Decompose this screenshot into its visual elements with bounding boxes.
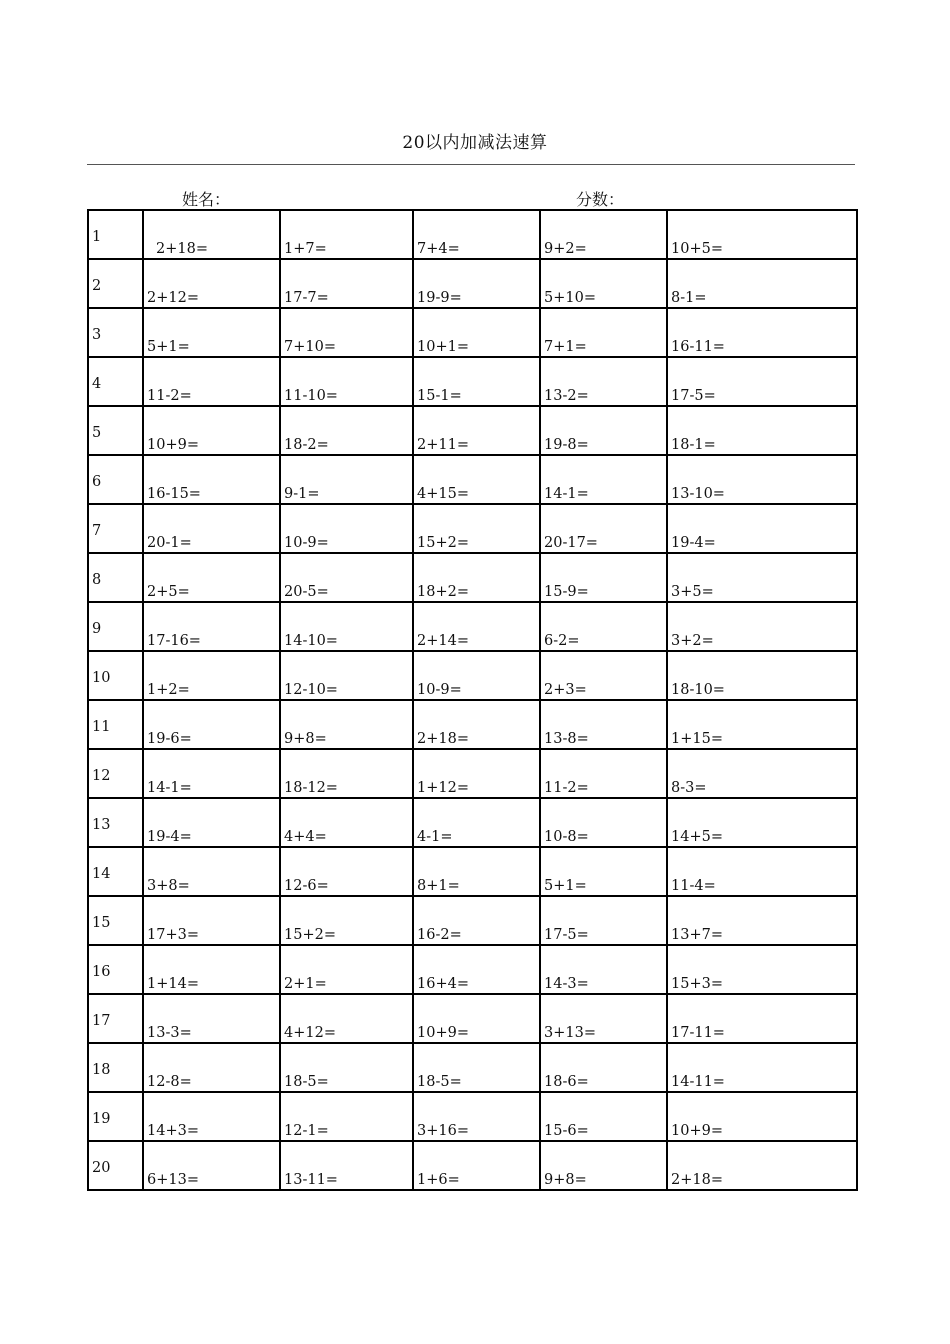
question-cell[interactable] bbox=[667, 896, 857, 945]
question-text: 12-10= bbox=[284, 682, 338, 698]
question-cell[interactable] bbox=[667, 798, 857, 847]
question-cell[interactable] bbox=[280, 945, 413, 994]
question-text: 14-1= bbox=[147, 780, 192, 796]
question-cell[interactable] bbox=[667, 259, 857, 308]
row-number: 9 bbox=[92, 621, 102, 637]
question-cell[interactable] bbox=[667, 1043, 857, 1092]
question-cell[interactable] bbox=[667, 553, 857, 602]
score-label: 分数： bbox=[576, 190, 625, 209]
question-cell[interactable] bbox=[540, 945, 667, 994]
question-cell[interactable] bbox=[413, 798, 540, 847]
question-text: 11-2= bbox=[544, 780, 589, 796]
table-row bbox=[88, 847, 857, 896]
question-cell[interactable] bbox=[280, 504, 413, 553]
question-text: 13-3= bbox=[147, 1025, 192, 1041]
question-cell[interactable] bbox=[540, 651, 667, 700]
table-row bbox=[88, 259, 857, 308]
question-cell[interactable] bbox=[143, 749, 280, 798]
question-text: 11-2= bbox=[147, 388, 192, 404]
question-text: 7+4= bbox=[417, 241, 460, 257]
question-text: 14-3= bbox=[544, 976, 589, 992]
question-text: 3+16= bbox=[417, 1123, 469, 1139]
question-cell[interactable] bbox=[413, 749, 540, 798]
question-cell[interactable] bbox=[413, 455, 540, 504]
question-cell[interactable] bbox=[280, 406, 413, 455]
question-text: 9+8= bbox=[284, 731, 327, 747]
row-number-cell bbox=[88, 1092, 143, 1141]
table-row bbox=[88, 896, 857, 945]
question-cell[interactable] bbox=[413, 1092, 540, 1141]
question-cell[interactable] bbox=[280, 651, 413, 700]
question-text: 9-1= bbox=[284, 486, 320, 502]
row-number: 15 bbox=[92, 915, 111, 931]
question-cell[interactable] bbox=[413, 504, 540, 553]
question-cell[interactable] bbox=[143, 847, 280, 896]
question-text: 3+2= bbox=[671, 633, 714, 649]
question-cell[interactable] bbox=[280, 994, 413, 1043]
question-cell[interactable] bbox=[540, 700, 667, 749]
question-text: 3+8= bbox=[147, 878, 190, 894]
row-number-cell bbox=[88, 896, 143, 945]
question-text: 2+5= bbox=[147, 584, 190, 600]
question-text: 9+8= bbox=[544, 1172, 587, 1188]
question-cell[interactable] bbox=[143, 553, 280, 602]
question-cell[interactable] bbox=[280, 553, 413, 602]
table-row bbox=[88, 1141, 857, 1190]
question-cell[interactable] bbox=[540, 259, 667, 308]
question-text: 1+7= bbox=[284, 241, 327, 257]
question-cell[interactable] bbox=[667, 651, 857, 700]
table-row bbox=[88, 602, 857, 651]
question-cell[interactable] bbox=[667, 308, 857, 357]
question-text: 18+2= bbox=[417, 584, 469, 600]
question-text: 16-15= bbox=[147, 486, 201, 502]
question-cell[interactable] bbox=[280, 210, 413, 259]
question-text: 20-17= bbox=[544, 535, 598, 551]
row-number-cell bbox=[88, 847, 143, 896]
question-cell[interactable] bbox=[143, 308, 280, 357]
question-cell[interactable] bbox=[280, 357, 413, 406]
question-cell[interactable] bbox=[413, 994, 540, 1043]
question-cell[interactable] bbox=[143, 259, 280, 308]
question-text: 12-8= bbox=[147, 1074, 192, 1090]
question-text: 18-1= bbox=[671, 437, 716, 453]
question-text: 10-9= bbox=[417, 682, 462, 698]
question-cell[interactable] bbox=[413, 553, 540, 602]
question-text: 8-3= bbox=[671, 780, 707, 796]
table-row bbox=[88, 406, 857, 455]
question-text: 17-11= bbox=[671, 1025, 725, 1041]
row-number: 12 bbox=[92, 768, 111, 784]
question-cell[interactable] bbox=[143, 945, 280, 994]
question-text: 13-2= bbox=[544, 388, 589, 404]
question-cell[interactable] bbox=[540, 357, 667, 406]
question-cell[interactable] bbox=[413, 602, 540, 651]
question-text: 2+12= bbox=[147, 290, 199, 306]
question-cell[interactable] bbox=[540, 896, 667, 945]
question-text: 1+12= bbox=[417, 780, 469, 796]
table-row bbox=[88, 700, 857, 749]
page-title: 20以内加减法速算 bbox=[402, 133, 548, 153]
question-cell[interactable] bbox=[413, 308, 540, 357]
question-cell[interactable] bbox=[413, 847, 540, 896]
question-cell[interactable] bbox=[540, 1141, 667, 1190]
question-text: 2+18= bbox=[417, 731, 469, 747]
question-text: 6-2= bbox=[544, 633, 580, 649]
row-number: 19 bbox=[92, 1111, 111, 1127]
question-cell[interactable] bbox=[413, 945, 540, 994]
name-label: 姓名： bbox=[182, 190, 231, 209]
question-text: 13+7= bbox=[671, 927, 723, 943]
question-cell[interactable] bbox=[280, 798, 413, 847]
question-text: 10+9= bbox=[147, 437, 199, 453]
row-number-cell bbox=[88, 357, 143, 406]
row-number-cell bbox=[88, 406, 143, 455]
row-number: 14 bbox=[92, 866, 111, 882]
question-text: 16+4= bbox=[417, 976, 469, 992]
question-cell[interactable] bbox=[280, 259, 413, 308]
question-cell[interactable] bbox=[667, 994, 857, 1043]
row-number-cell bbox=[88, 259, 143, 308]
question-text: 19-8= bbox=[544, 437, 589, 453]
question-text: 17-7= bbox=[284, 290, 329, 306]
question-text: 4-1= bbox=[417, 829, 453, 845]
row-number-cell bbox=[88, 455, 143, 504]
question-text: 5+1= bbox=[147, 339, 190, 355]
row-number: 3 bbox=[92, 327, 102, 343]
question-text: 2+1= bbox=[284, 976, 327, 992]
question-text: 17-5= bbox=[671, 388, 716, 404]
question-text: 1+6= bbox=[417, 1172, 460, 1188]
row-number-cell bbox=[88, 700, 143, 749]
question-text: 7+10= bbox=[284, 339, 336, 355]
question-text: 2+11= bbox=[417, 437, 469, 453]
question-cell[interactable] bbox=[143, 700, 280, 749]
question-cell[interactable] bbox=[540, 1043, 667, 1092]
row-number: 13 bbox=[92, 817, 111, 833]
question-cell[interactable] bbox=[280, 1141, 413, 1190]
question-text: 13-11= bbox=[284, 1172, 338, 1188]
question-text: 1+14= bbox=[147, 976, 199, 992]
row-number-cell bbox=[88, 651, 143, 700]
question-text: 15+3= bbox=[671, 976, 723, 992]
row-number: 17 bbox=[92, 1013, 111, 1029]
row-number: 11 bbox=[92, 719, 111, 735]
question-text: 1+2= bbox=[147, 682, 190, 698]
question-cell[interactable] bbox=[280, 1043, 413, 1092]
question-cell[interactable] bbox=[667, 700, 857, 749]
question-cell[interactable] bbox=[143, 896, 280, 945]
row-number: 10 bbox=[92, 670, 111, 686]
question-cell[interactable] bbox=[280, 749, 413, 798]
row-number: 7 bbox=[92, 523, 102, 539]
question-cell[interactable] bbox=[540, 1092, 667, 1141]
table-row bbox=[88, 945, 857, 994]
row-number: 4 bbox=[92, 376, 102, 392]
table-row bbox=[88, 455, 857, 504]
question-text: 14+5= bbox=[671, 829, 723, 845]
question-cell[interactable] bbox=[667, 847, 857, 896]
question-text: 18-10= bbox=[671, 682, 725, 698]
question-cell[interactable] bbox=[540, 406, 667, 455]
question-cell[interactable] bbox=[667, 945, 857, 994]
question-text: 10+5= bbox=[671, 241, 723, 257]
question-text: 4+15= bbox=[417, 486, 469, 502]
row-number-cell bbox=[88, 994, 143, 1043]
question-cell[interactable] bbox=[280, 602, 413, 651]
question-cell[interactable] bbox=[413, 651, 540, 700]
question-text: 17+3= bbox=[147, 927, 199, 943]
table-row bbox=[88, 651, 857, 700]
question-cell[interactable] bbox=[540, 847, 667, 896]
question-cell[interactable] bbox=[143, 504, 280, 553]
question-text: 18-6= bbox=[544, 1074, 589, 1090]
row-number: 16 bbox=[92, 964, 111, 980]
question-cell[interactable] bbox=[143, 798, 280, 847]
row-number-cell bbox=[88, 504, 143, 553]
row-number-cell bbox=[88, 945, 143, 994]
question-cell[interactable] bbox=[413, 1043, 540, 1092]
question-cell[interactable] bbox=[143, 455, 280, 504]
question-text: 5+10= bbox=[544, 290, 596, 306]
question-text: 2+18= bbox=[671, 1172, 723, 1188]
question-cell[interactable] bbox=[143, 357, 280, 406]
question-text: 12-1= bbox=[284, 1123, 329, 1139]
question-cell[interactable] bbox=[413, 700, 540, 749]
question-cell[interactable] bbox=[540, 308, 667, 357]
row-number-cell bbox=[88, 602, 143, 651]
question-text: 10-9= bbox=[284, 535, 329, 551]
row-number-cell bbox=[88, 798, 143, 847]
question-text: 17-5= bbox=[544, 927, 589, 943]
question-text: 20-5= bbox=[284, 584, 329, 600]
question-cell[interactable] bbox=[143, 1043, 280, 1092]
question-text: 9+2= bbox=[544, 241, 587, 257]
row-number: 1 bbox=[92, 229, 102, 245]
question-text: 13-10= bbox=[671, 486, 725, 502]
question-text: 17-16= bbox=[147, 633, 201, 649]
question-text: 18-5= bbox=[417, 1074, 462, 1090]
question-cell[interactable] bbox=[540, 455, 667, 504]
question-cell[interactable] bbox=[413, 259, 540, 308]
question-text: 14+3= bbox=[147, 1123, 199, 1139]
question-text: 11-10= bbox=[284, 388, 338, 404]
question-text: 3+13= bbox=[544, 1025, 596, 1041]
question-text: 15-9= bbox=[544, 584, 589, 600]
table-row bbox=[88, 504, 857, 553]
question-text: 20-1= bbox=[147, 535, 192, 551]
question-cell[interactable] bbox=[143, 210, 280, 259]
question-text: 12-6= bbox=[284, 878, 329, 894]
question-cell[interactable] bbox=[667, 455, 857, 504]
question-text: 18-12= bbox=[284, 780, 338, 796]
question-text: 15+2= bbox=[417, 535, 469, 551]
row-number-cell bbox=[88, 749, 143, 798]
table-row bbox=[88, 1092, 857, 1141]
question-cell[interactable] bbox=[540, 749, 667, 798]
table-row bbox=[88, 357, 857, 406]
question-text: 13-8= bbox=[544, 731, 589, 747]
question-text: 19-4= bbox=[147, 829, 192, 845]
question-text: 14-11= bbox=[671, 1074, 725, 1090]
question-text: 10+9= bbox=[417, 1025, 469, 1041]
question-text: 18-5= bbox=[284, 1074, 329, 1090]
row-number-cell bbox=[88, 553, 143, 602]
question-cell[interactable] bbox=[667, 1141, 857, 1190]
question-text: 19-9= bbox=[417, 290, 462, 306]
table-row bbox=[88, 210, 857, 259]
question-cell[interactable] bbox=[413, 210, 540, 259]
question-cell[interactable] bbox=[540, 504, 667, 553]
question-cell[interactable] bbox=[280, 896, 413, 945]
question-cell[interactable] bbox=[667, 504, 857, 553]
question-text: 19-4= bbox=[671, 535, 716, 551]
row-number: 20 bbox=[92, 1160, 111, 1176]
question-cell[interactable] bbox=[667, 357, 857, 406]
question-text: 5+1= bbox=[544, 878, 587, 894]
question-cell[interactable] bbox=[143, 1141, 280, 1190]
question-cell[interactable] bbox=[280, 700, 413, 749]
table-row bbox=[88, 749, 857, 798]
question-cell[interactable] bbox=[143, 651, 280, 700]
question-text: 4+12= bbox=[284, 1025, 336, 1041]
row-number: 18 bbox=[92, 1062, 111, 1078]
table-row bbox=[88, 308, 857, 357]
question-cell[interactable] bbox=[413, 406, 540, 455]
question-cell[interactable] bbox=[540, 798, 667, 847]
table-row bbox=[88, 994, 857, 1043]
question-text: 15+2= bbox=[284, 927, 336, 943]
question-cell[interactable] bbox=[413, 357, 540, 406]
question-text: 1+15= bbox=[671, 731, 723, 747]
worksheet-table bbox=[87, 209, 858, 1191]
table-row bbox=[88, 553, 857, 602]
question-text: 15-6= bbox=[544, 1123, 589, 1139]
question-text: 8-1= bbox=[671, 290, 707, 306]
question-text: 2+14= bbox=[417, 633, 469, 649]
question-text: 10-8= bbox=[544, 829, 589, 845]
question-text: 15-1= bbox=[417, 388, 462, 404]
question-text: 16-11= bbox=[671, 339, 725, 355]
question-cell[interactable] bbox=[280, 1092, 413, 1141]
question-cell[interactable] bbox=[667, 1092, 857, 1141]
question-text: 16-2= bbox=[417, 927, 462, 943]
question-text: 11-4= bbox=[671, 878, 716, 894]
question-cell[interactable] bbox=[143, 1092, 280, 1141]
question-cell[interactable] bbox=[413, 1141, 540, 1190]
question-cell[interactable] bbox=[540, 602, 667, 651]
question-text: 14-1= bbox=[544, 486, 589, 502]
question-cell[interactable] bbox=[540, 553, 667, 602]
question-cell[interactable] bbox=[143, 406, 280, 455]
row-number: 6 bbox=[92, 474, 102, 490]
title-divider bbox=[87, 164, 855, 165]
question-text: 18-2= bbox=[284, 437, 329, 453]
table-row bbox=[88, 798, 857, 847]
question-cell[interactable] bbox=[280, 308, 413, 357]
question-cell[interactable] bbox=[667, 406, 857, 455]
row-number: 8 bbox=[92, 572, 102, 588]
row-number: 2 bbox=[92, 278, 102, 294]
question-text: 14-10= bbox=[284, 633, 338, 649]
row-number-cell bbox=[88, 210, 143, 259]
table-row bbox=[88, 1043, 857, 1092]
question-text: 2+3= bbox=[544, 682, 587, 698]
question-text: 3+5= bbox=[671, 584, 714, 600]
question-cell[interactable] bbox=[280, 455, 413, 504]
question-cell[interactable] bbox=[667, 602, 857, 651]
question-cell[interactable] bbox=[280, 847, 413, 896]
question-text: 10+1= bbox=[417, 339, 469, 355]
question-cell[interactable] bbox=[540, 210, 667, 259]
question-cell[interactable] bbox=[667, 749, 857, 798]
row-number-cell bbox=[88, 1043, 143, 1092]
question-text: 6+13= bbox=[147, 1172, 199, 1188]
row-number: 5 bbox=[92, 425, 102, 441]
question-cell[interactable] bbox=[413, 896, 540, 945]
row-number-cell bbox=[88, 1141, 143, 1190]
question-cell[interactable] bbox=[540, 994, 667, 1043]
question-text: 8+1= bbox=[417, 878, 460, 894]
question-text: 10+9= bbox=[671, 1123, 723, 1139]
row-number-cell bbox=[88, 308, 143, 357]
question-text: 2+18= bbox=[156, 241, 208, 257]
question-text: 19-6= bbox=[147, 731, 192, 747]
question-text: 4+4= bbox=[284, 829, 327, 845]
question-cell[interactable] bbox=[143, 602, 280, 651]
question-text: 7+1= bbox=[544, 339, 587, 355]
question-cell[interactable] bbox=[667, 210, 857, 259]
question-cell[interactable] bbox=[143, 994, 280, 1043]
worksheet-body bbox=[88, 210, 857, 1190]
